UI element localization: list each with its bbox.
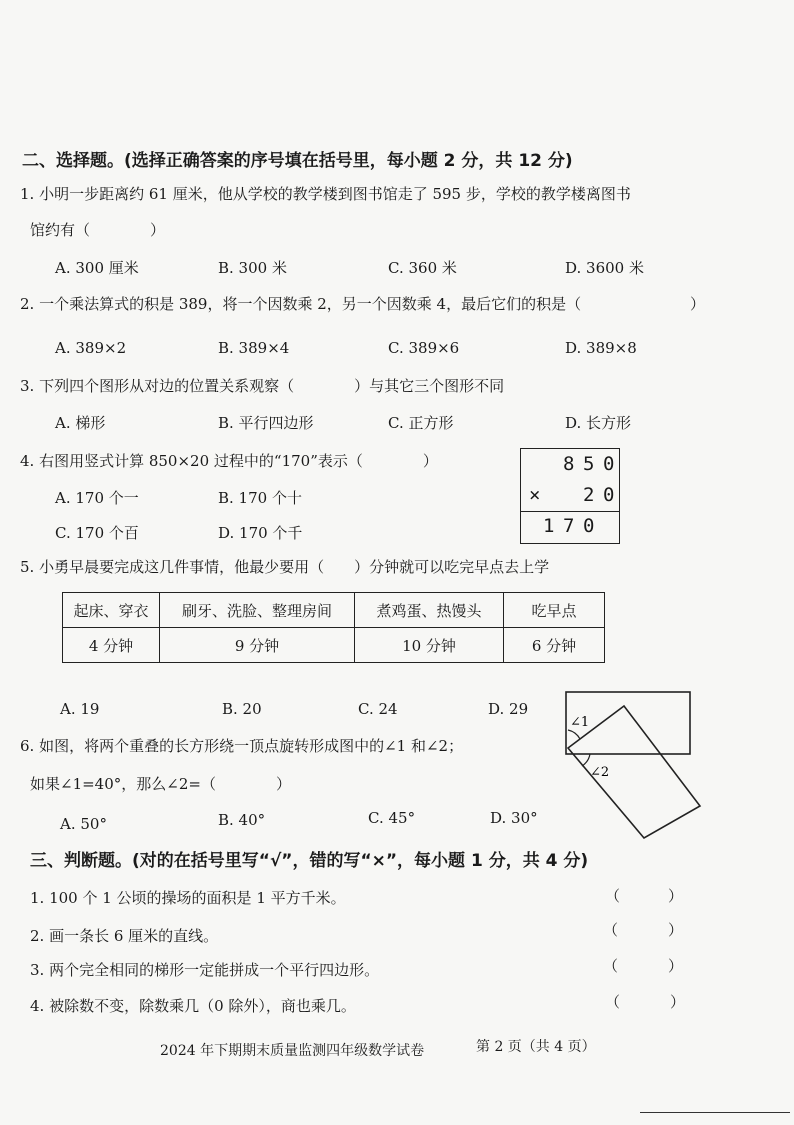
table-cell: 4 分钟 [63, 628, 160, 663]
q6-option-c: C. 45° [368, 809, 416, 827]
q5-option-b: B. 20 [222, 700, 262, 718]
q2-option-d: D. 389×8 [565, 339, 637, 357]
q1-option-d: D. 3600 米 [565, 259, 644, 277]
q5-option-a: A. 19 [60, 700, 100, 718]
q1-option-b: B. 300 米 [218, 259, 287, 277]
angle2-arc [582, 754, 590, 766]
table-cell: 6 分钟 [504, 628, 605, 663]
q1-option-a: A. 300 厘米 [55, 259, 139, 277]
judge-item-3: 3. 两个完全相同的梯形一定能拼成一个平行四边形。 [30, 961, 380, 979]
digit: 5 [583, 453, 595, 475]
q3-option-c: C. 正方形 [388, 414, 454, 432]
angle1-label: ∠1 [570, 715, 590, 730]
footer-page: 第 2 页（共 4 页） [476, 1039, 596, 1055]
digit: 2 [583, 484, 595, 506]
table-header-cell: 起床、穿衣 [63, 593, 160, 628]
vertical-row-multiplicand [521, 449, 619, 480]
q2-option-a: A. 389×2 [55, 339, 127, 357]
judge-paren-open: （ [605, 887, 621, 905]
q1-line1: 1. 小明一步距离约 61 厘米，他从学校的教学楼到图书馆走了 595 步，学校的教学楼离图书 [20, 185, 631, 203]
q5-option-c: C. 24 [358, 700, 398, 718]
table-header-cell: 刷牙、洗脸、整理房间 [160, 593, 355, 628]
vertical-row-multiplier [521, 480, 619, 512]
table-header-cell: 煮鸡蛋、热馒头 [355, 593, 504, 628]
q5-text: 5. 小勇早晨要完成这几件事情，他最少要用（ ）分钟就可以吃完早点去上学 [20, 558, 550, 576]
q1-option-c: C. 360 米 [388, 259, 457, 277]
q6-option-b: B. 40° [218, 811, 266, 829]
digit: 0 [603, 453, 615, 475]
q5-option-d: D. 29 [488, 700, 529, 718]
vertical-row-partial [521, 511, 619, 542]
judge-paren-open: （ [605, 993, 621, 1011]
q4-option-c: C. 170 个百 [55, 524, 139, 542]
q4-text: 4. 右图用竖式计算 850×20 过程中的“170”表示（ ） [20, 452, 438, 470]
table-cell: 10 分钟 [355, 628, 504, 663]
q2-text: 2. 一个乘法算式的积是 389，将一个因数乘 2，另一个因数乘 4，最后它们的积是（ [20, 295, 582, 313]
judge-item-1: 1. 100 个 1 公顷的操场的面积是 1 平方千米。 [30, 889, 346, 907]
angle1-arc [568, 730, 580, 739]
q3-option-b: B. 平行四边形 [218, 414, 314, 432]
judge-item-4: 4. 被除数不变，除数乘几（0 除外），商也乘几。 [30, 997, 356, 1015]
scan-edge-line [640, 1112, 790, 1113]
q4-option-a: A. 170 个一 [55, 489, 139, 507]
footer-title: 2024 年下期期末质量监测四年级数学试卷 [160, 1043, 425, 1059]
table-row [63, 628, 605, 663]
q2-paren-close: ） [690, 295, 706, 313]
q2-option-c: C. 389×6 [388, 339, 460, 357]
judge-paren-open: （ [603, 957, 619, 975]
q4-option-d: D. 170 个千 [218, 524, 303, 542]
judge-paren-open: （ [603, 921, 619, 939]
times-sign: × [529, 484, 541, 506]
angle2-label: ∠2 [590, 765, 610, 780]
judge-item-2: 2. 画一条长 6 厘米的直线。 [30, 927, 219, 945]
table-row [63, 593, 605, 628]
vertical-multiplication [520, 448, 620, 544]
q3-option-d: D. 长方形 [565, 414, 632, 432]
q3-text: 3. 下列四个图形从对边的位置关系观察（ ）与其它三个图形不同 [20, 377, 505, 395]
q6-option-a: A. 50° [60, 815, 107, 833]
q6-line2: 如果∠1=40°，那么∠2=（ ） [30, 775, 291, 793]
q1-line2: 馆约有（ ） [30, 221, 166, 239]
digit: 1 [543, 515, 555, 537]
digit: 8 [563, 453, 575, 475]
table-header-cell: 吃早点 [504, 593, 605, 628]
judge-paren-close: ） [670, 993, 686, 1011]
q2-option-b: B. 389×4 [218, 339, 290, 357]
schedule-table [62, 592, 605, 663]
judge-paren-close: ） [668, 921, 684, 939]
rotated-rectangles-figure [560, 686, 710, 840]
digit: 0 [603, 484, 615, 506]
section3-title: 三、判断题。(对的在括号里写“√”，错的写“×”，每小题 1 分，共 4 分) [30, 851, 589, 871]
judge-paren-close: ） [668, 887, 684, 905]
digit: 7 [563, 515, 575, 537]
table-cell: 9 分钟 [160, 628, 355, 663]
q6-option-d: D. 30° [490, 809, 538, 827]
q3-option-a: A. 梯形 [55, 414, 106, 432]
digit: 0 [583, 515, 595, 537]
section2-title: 二、选择题。(选择正确答案的序号填在括号里，每小题 2 分，共 12 分) [22, 151, 573, 171]
q4-option-b: B. 170 个十 [218, 489, 302, 507]
q6-line1: 6. 如图，将两个重叠的长方形绕一顶点旋转形成图中的∠1 和∠2； [20, 737, 464, 755]
judge-paren-close: ） [668, 957, 684, 975]
